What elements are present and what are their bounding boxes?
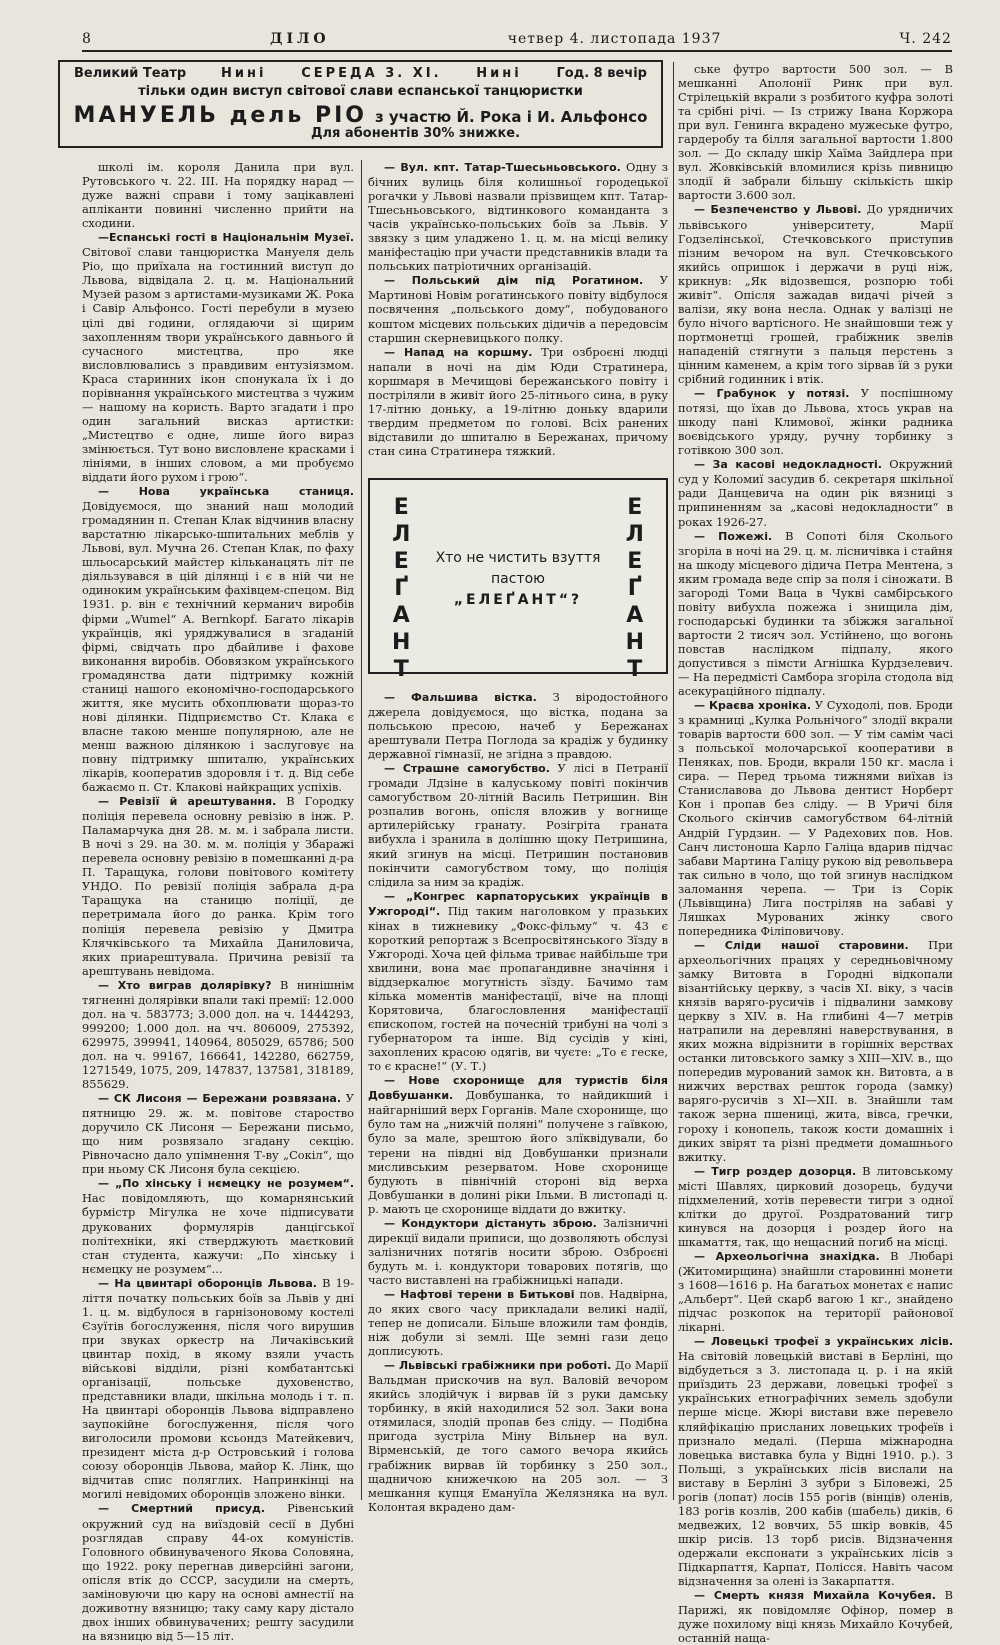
article-body: В литовському місті Шавлях, цирковий дозорець, будучи підхмелений, хотів перевести тигри з одної клітки до другої. Роздратований тигр кинувся на дозорця і роздер його на шкамаття, так, що нещасний погиб на місці. [678, 1163, 953, 1249]
vertical-letter: Т [393, 657, 409, 682]
today-label-right: Нині [476, 66, 522, 81]
article [368, 345, 668, 458]
vertical-letter: Е [627, 549, 643, 574]
article-body: У Суходолі, пов. Броди з крамниці „Кулка Рольнічого“ злодії вкрали товарів вартости 600 зол. — У тім самім часі з польської молочарської кооперативи в Пеняках, пов. Броди, вкрали 150 кг. масла і сира. — Перед трьома тижнями виїхав із Станиславова до Львова дентист Норберт Кон і пропав без сліду. — В Уричі біля Сколього скінчив самогубством 64-літній Андрій Гурдзин. — У Радехових пов. Нов. Санч листоноша Карло Галіца вдарив підчас забави Мартина Галіцу рукою від револьвера так сильно в чоло, що той згинув наслідком заломання черепа. — Три із Сорік (Львівщина) Лига постріляв на забаві у Ляшках Мурованих жінку свого попередника Філіповичову. [678, 698, 953, 938]
article-headline: — Вул. кпт. Татар-Тшесьньовського. [384, 161, 621, 174]
newspaper-title: ДІЛО [270, 31, 330, 47]
article-body: Довбушанка, то найдикший і найгарніший верх Горганів. Мале схоронище, що було там на „нижчій поляні“ получене з гаївкою, було за мале, зрештою його злїквідували, бо терени на півдні від Довбушанки признали мисливським резерватом. Нове схоронище будують в північній стороні від верха Довбушанки в долині ріки Ільми. В листопаді ц. р. мають це схоронище віддати до вжитку. [368, 1088, 668, 1216]
article-headline: — Краєва хроніка. [694, 699, 812, 713]
performance-day: СЕРЕДА 3. XI. [301, 66, 442, 81]
page-header [82, 28, 952, 52]
article [368, 889, 668, 1074]
article-body: В Парижі, як повідомляє Офінор, помер в дуже похилому віці князь Михайло Кочубей, останній наща- [678, 1588, 953, 1645]
article-headline: — Смерть князя Михайла Кочубея. [694, 1589, 936, 1603]
article [82, 230, 354, 484]
article [368, 690, 668, 761]
article [82, 1091, 354, 1176]
article [82, 1176, 354, 1275]
article [678, 938, 953, 1164]
article [678, 62, 953, 202]
elegant-line-1: Хто не чистить взуття [435, 550, 601, 566]
article [678, 457, 953, 528]
article-body: пов. Надвірна, до яких свого часу прикладали великі надії, тепер не дописали. Більше вложили там фондів, ніж добули зі землі. Ще земні гази децо доплисують. [368, 1286, 668, 1359]
theatre-ad-schedule [60, 66, 661, 81]
vertical-word-right [626, 494, 644, 683]
article-body: В Городку поліція перевела основну ревізію в інж. Р. Паламарчука дня 28. м. м. і забрала листи. В ночі з 29. на 30. м. м. поліція у Збаражі перевела основну ревізію в помешканні д-ра П. Таращука, голови повітового комітету УНДО. По ревізії поліція забрала д-ра Таращука на станицю поліції, де перетримала його до ранка. Крім того поліція перевела ревізію у Дмитра Клячківського та Михайла Даниловича, яких приарештувала. Причина ревізії та арештувань невідома. [82, 794, 354, 978]
article-body: Під таким наголовком у празьких кінах в тижневику „Фокс-фільму“ ч. 43 є короткий репортаж з Всепросвітянського Зїзду в Ужгороді. Хоча цей фільма триває найбільше три хвилини, вона має пропагандивне значіння і віддзеркалює могутність зїзду. Бачимо там кілька моментів маніфестації, віче на площі Корятовича, благословлення маніфестації єпископом, гостей на почесній трибуні на чолі з губернатором та інше. Від сусідів у кіні, захоплених красою одягів, ви чуєте: „То є геске, то є красне!“ (У. Т.) [368, 903, 668, 1074]
vertical-letter: А [626, 603, 644, 628]
article [82, 978, 354, 1091]
vertical-letter: Е [393, 495, 409, 520]
article-body: До Марії Вальдман прискочив на вул. Валовій вечором якийсь злодійчук і вирвав їй з руки дамську торбинку, в якій находилися 52 зол. Заки вона отямилася, злодій пропав без сліду. — Подібна пригода зустріла Міну Вільнер на вул. Вірменській, де того самого вечора якийсь грабіжник вирвав їй торбинку з 250 зол., щадничою книжечкою на 205 зол. — З мешкання купця Емануїла Желязняка на вул. Колонтая вкрадено дам- [368, 1358, 668, 1514]
article [678, 1164, 953, 1249]
vertical-word-left [392, 494, 410, 683]
article-body: У Мартинові Новім рогатинського повіту відбулося посвячення „польського дому“, побудованого коштом місцевих польських дідичів а передовсім старшин скерневицького полку. [368, 273, 668, 345]
performance-time: Год. 8 вечір [556, 66, 647, 81]
article-headline: — Польський дім під Рогатином. [384, 274, 644, 288]
column-2-top [368, 160, 668, 464]
article-headline: — Напад на коршму. [384, 345, 533, 359]
article-body: При археольогічних працях у середньовічному замку Витовта в Городні відкопали візантійську церкву, з часів XI. віку, з часів князів варяго-русичів і підвалини замкову церкву з XIV. в. На глибині 4—7 метрів натрапили на деревляні наверствування, в яких можна відрізнити в горішніх верствах останки литовського замку з XIII—XIV. в., що попередив мурований замок кн. Витовта, а в нижчих верствах решток города (замку) варяго-русичів з XI—XII. в. Знайшли там також зерна пшениці, жита, вівса, гречки, гороху і конопель, також кости домашніх і диких звірят та різні предмети домашнього вжитку. [678, 937, 953, 1164]
article-headline: — Тигр роздер дозорця. [694, 1164, 857, 1178]
article-headline: — Ревізії й арештування. [98, 795, 277, 809]
article [678, 202, 953, 386]
vertical-letter: Л [392, 522, 411, 547]
elegant-brand: „ЕЛЕҐАНТ“? [453, 592, 583, 608]
issue-number: Ч. 242 [899, 31, 952, 47]
article [678, 1334, 953, 1588]
subscriber-discount: Для абонентів 30% знижке. [310, 126, 521, 141]
vertical-letter: Н [625, 630, 644, 655]
page-number: 8 [82, 31, 92, 47]
article-body: школі ім. короля Данила при вул. Рутовського ч. 22. III. На порядку нарад — дуже важні справи і тому зацікавлені апліканти повинні численно прийти на сходини. [82, 160, 354, 231]
article-headline: — Безпеченство у Львові. [694, 203, 862, 217]
article-body: Нас повідомляють, що комарнянський бурмістр Мігулка не хоче підписувати друкованих формулярів данцігської політехніки, які стверджують маєтковий стан студента, кажучи: „По хінську і нємецку не розумем“... [82, 1191, 354, 1276]
article-body: У поспішному потязі, що їхав до Львова, хтось украв на шкоду пані Климової, жінки радника воєвідського уряду, ручну торбинку з готівкою 300 зол. [678, 386, 953, 458]
vertical-letter: Л [625, 522, 644, 547]
article-body: У лісі в Петранії громади Лдзіне в калуському повіті покінчив самогубством 20-літній Василь Петришин. Він розпалив вогонь, опісля вложив у вогнище артилерійську гранату. Розігріта граната вибухла і зранила в долішню щоку Петришина, який згинув на місці. Петришин постановив покінчити самогубством тому, що поліція слідила за ним за крадіж. [368, 761, 668, 889]
article-body: ське футро вартости 500 зол. — В мешканні Аполонії Ринк при вул. Стрілецькій вкрали з розбитого куфра золоті та срібні річі. — Із стрижу Івана Коржора при вул. Генинга вкрадено мужеське футро, гардеробу та білля загальної вартости 1.800 зол. — До складу шкір Хаїма Зайдлера при вул. Жовківській вломилися крізь пивницю злодії й забрали більшу скількість шкір вартости 3.600 зол. [678, 62, 953, 203]
venue-name: Великий Театр [74, 66, 187, 81]
article [82, 794, 354, 978]
article [678, 1588, 953, 1645]
article [368, 761, 668, 888]
article [678, 698, 953, 938]
column-2-bottom [368, 690, 668, 1514]
article-body: Окружний суд у Коломиї засудив б. секретаря шкільної ради Данцевича на один рік вязниці з припиненням за „касові недокладности“ в роках 1926-27. [678, 457, 953, 529]
vertical-letter: Н [392, 630, 411, 655]
issue-date: четвер 4. листопада 1937 [507, 31, 722, 47]
article-headline: — На цвинтарі оборонців Львова. [98, 1276, 317, 1290]
article-headline: — Ловецькі трофеї з українських лісів. [694, 1335, 953, 1349]
article-headline: — Смертний присуд. [98, 1502, 266, 1516]
article-body: Світової слави танцюристка Мануеля дель Ріо, що приїхала на гостинний виступ до Львова, відвідала 2. ц. м. Національний Музей разом з артистами-музиками Ж. Рока і Савір Альфонсо. Гості перебули в музею цілі дві години, оглядаючи зі щирим захопленням твори українського давнього й сучасного мистецтва, про яке висловлювались з правдивим ентузіязмом. Краса старинних ікон спонукала їх і до порівнання українського мистецтва з чужим — нашому на користь. Варто згадати і про один загальний висказ артистки: „Мистецтво є одне, лише його вираз змінюється. Тут воно висловлене красками і лініями, в інших словом, а ми пробуємо віддати його рухом і грою“. [82, 245, 354, 485]
article-body: В 19-ліття початку польських боїв за Львів у дні 1. ц. м. відбулося в гарнізоновому костелі Єзуїтів богослуження, після чого вирушив при звуках оркестр на Личаківський цвинтар похід, в якому взяли участь військові відділи, різні комбатантські організації, польське духовенство, представники влади, шкільна молодь і т. п. На цвинтарі оборонців Львова відправлено заупокійне богослуження, після чого виголосили промови ксьондз Матейкевич, президент міста д-р Островський і голова союзу оборонців Львова, майор К. Лінк, що відчитав спис поляглих. Напринкінці на могилі невідомих оборонців зложено вінки. [82, 1275, 354, 1502]
article [678, 1249, 953, 1334]
vertical-letter: Т [627, 657, 643, 682]
vertical-letter: Е [393, 549, 409, 574]
article-headline: — Археольогічна знахідка. [694, 1249, 880, 1263]
article-body: З віродостойного джерела довідуємося, що вістка, подана за польською пресою, начеб у Бережанах арештували Петра Поглода за крадіж у будинку державної гімназії, не згідна з правдою. [368, 690, 668, 762]
article [368, 160, 668, 273]
article-body: В Сопоті біля Сколього згоріла в ночі на 29. ц. м. лісничівка і стайня на шкоду місцевого дідича Петра Ментена, з яким громада веде спір за поля і сіножати. В загороді Томи Ваца в Чукві самбірського повіту вибухла пожежа і знищила дім, господарські будинки та збіжжя загальної вартости 2 тисяч зол. Устійнено, що вогонь повстав наслідком підпалу, якого допустився з пімсти Агнішка Курдзелевич. — На передмісті Самбора згоріла стодола від асекураційного підпалу. [678, 528, 953, 699]
partners-text: з участю Й. Рока і И. Альфонсо [374, 108, 648, 126]
today-label-left: Нині [221, 66, 267, 81]
article-headline: — „Конгрес карпаторуських українців в Ужгороді“. [368, 889, 668, 918]
article-headline: — Сліди нашої старовини. [694, 938, 909, 952]
column-3 [678, 62, 953, 1645]
article [678, 529, 953, 699]
elegant-polish-advertisement [368, 478, 668, 682]
article-headline: — „По хінську і нємецку не розумем“. [98, 1177, 354, 1191]
article [82, 160, 354, 230]
article-body: На світовій ловецькій виставі в Берліні, що відбудеться з 3. листопада ц. р. і на якій приїздить 23 держави, ловецькі трофеї з українських етнографічних земель здобули перше місце. Жюрі вистави вже перевело кляйфікацію присланих ловецьких трофеїв і признало медалі. (Перша міжнародна ловецька виставка була у Відні 1910. р.). З Польщі, з українських лісів вислали на виставу в Берліні 3 зубри з Біловежі, 25 рогів (лопат) лосів 155 рогів (вінців) оленів, 183 рогів козлів, 200 кабів (шабель) диків, 6 медвежих, 12 вовчих, 55 шкір вовків, 45 шкір рисів. 13 торб рисів. Відзначення одержали експонати з українських лісів з Підкарпаття, Карпат, Полісся. Навіть часом відзначення за олені із Закарпаття. [678, 1349, 953, 1589]
article [82, 1276, 354, 1502]
headliner-name: МАНУЕЛЬ дель РІО [73, 103, 367, 128]
article-headline: — За касові недокладності. [694, 458, 882, 472]
article-headline: — Нове схоронище для туристів біля Довбушанки. [368, 1074, 668, 1103]
article-body: В Любарі (Житомирщина) знайшли старовинні монети з 1608—1616 р. На багатьох монетах є напис „Альберт“. Цей скарб вагою 1 кг., знайдено підчас розкопок на території районової лікарні. [678, 1248, 953, 1335]
vertical-letter: Е [627, 495, 643, 520]
article-headline: — Страшне самогубство. [384, 762, 550, 776]
article-headline: — Пожежі. [694, 529, 773, 543]
elegant-line-2: пастою [491, 571, 545, 587]
article-body: Одну з бічних вулиць біля колишньої городецької рогачки у Львові назвали прізвищем кпт. Татар-Тшесьньовського, відтинкового команданта з часів українсько-польських боїв за Львів. У звязку з цим уладжено 1. ц. м. на місці велику маніфестацію при участи представників влади та польських патріотичних організацій. [368, 160, 668, 274]
article [82, 1501, 354, 1642]
vertical-letter: А [392, 603, 410, 628]
article-headline: — Нафтові терени в Битькові [384, 1287, 575, 1301]
article-headline: — Фальшива вістка. [384, 691, 537, 704]
article-body: Залізничні дирекції видали приписи, що дозволяють обслузі залізничних потягів носити зброю. Озброєні будуть м. і. кондуктори товарових потягів, що часто виставлені на грабіжницькі напади. [368, 1215, 668, 1287]
article-headline: — Львівські грабіжники при роботі. [384, 1359, 612, 1373]
article-body: До урядничих львівського університету, Марії Годзелінської, Стечковського приступив пізним вечором на вул. Стечковського якийсь опришок і держачи в руці ніж, крикнув: „Як відозвешся, розпорю тобі живіт“. Опісля зажадав видачі річей з валізи, яку вона несла. Однак у валізці не було нічого вартісного. Не знайшовши теж у портмонетці грошей, грабіжник звелів нападеній стягнути з пальця перстень з цінним каменем, а крім того зірвав їй з руки срібний годинник і втік. [678, 202, 953, 387]
article [678, 386, 953, 457]
article-headline: — Грабунок у потязі. [694, 387, 850, 401]
column-divider [673, 62, 674, 1500]
article-headline: — Хто виграв долярівку? [98, 978, 272, 992]
vertical-letter: Ґ [394, 576, 409, 601]
article-headline: — СК Лисоня — Бережани розвязана. [98, 1092, 342, 1106]
article [368, 1358, 668, 1514]
article [82, 484, 354, 794]
article-body: В нинішнім тягненні долярівки впали такі премії: 12.000 дол. на ч. 583773; 3.000 дол. на ч. 1444293, 999200; 1.000 дол. на чч. 806009, 275392, 629975, 399941, 140964, 805029, 65786; 500 дол. на ч. 99167, 166641, 142280, 662759, 1271549, 1075, 209, 147837, 137581, 318189, 855629. [82, 977, 355, 1092]
vertical-letter: Ґ [627, 576, 642, 601]
article-headline: — Кондуктори дістануть зброю. [384, 1216, 597, 1230]
article [368, 1073, 668, 1215]
elegant-ad-question [430, 548, 606, 611]
column-1 [82, 160, 355, 1643]
article [368, 273, 668, 344]
theatre-ad-tagline: тільки один виступ світової слави еспанської танцюристки [138, 84, 583, 99]
article-body: Довідуємося, що знаний наш молодий громадянин п. Степан Клак відчинив власну варстатню лікарсько-шпитальних меблів у Львові, вул. Мучна 26. Степан Клак, по фаху шльосарський майстер кільканацять літ пе діяльзувався в цій ділянці і є в ній чи не одиноким українським фахівцем-спецом. Від 1931. р. він є технічний керманич виробів фірми „Wumel“ A. Bernkopf. Багато лікарів українців, які уряджувалися в згаданій фірмі, свідчать про дбайливе і фахове виконання виробів. Обовязком українського громадянства дати підтримку кожній станиці нашого економічно-господарського життя, яке мусить обхоплювати щораз-то нові ділянки. Підприємство Ст. Клака є власне такою менше популярною, але не менш важною ділянкою і заслуговує на повну підтримку шпиталю, українських лікарів, кооператив здоровля і т. д. Від себе бажаємо п. Ст. Клакові найкращих успіхів. [82, 499, 354, 795]
article [368, 1287, 668, 1358]
article-headline: —Еспанські гості в Національнім Музеї. [98, 231, 354, 245]
article-body: Рівенський окружний суд на виїздовій сесії в Дубні розглядав справу 44-ох комуністів. Головного обвинуваченого Якова Соловяна, що 1922. року перегнав диверсійні загони, опісля втік до СССР, засудили на смерть, заміновуючи цю кару на основі амнестії на доживотну вязницю; таку саму кару дістало двох інших обвинувачених; решту засудили на вязницю від 5—15 літ. [82, 1501, 355, 1643]
article-headline: — Нова українська станиця. [98, 485, 354, 499]
article [368, 1216, 668, 1287]
article-body: У пятницю 29. ж. м. повітове староство доручило СК Лисоня — Бережани письмо, що ним розвязало згадану секцію. Рівночасно дало упімнення Т-ву „Сокіл“, що при ньому СК Лисоня була секцією. [82, 1091, 355, 1177]
column-divider [361, 160, 362, 1500]
theatre-advertisement [58, 60, 663, 148]
theatre-ad-billing [60, 103, 661, 128]
article-body: Три озброєні людці напали в ночі на дім Юди Стратинера, коршмаря в Мечищові бережанського повіту і постріляли в живіт його 25-літнього сина, в руку 17-літню доньку, а 19-літню доньку вдарили твердим предметом по голові. Всіх ранених відставили до шпиталю в Бережанах, причому стан сина Стратинера тяжкий. [368, 344, 669, 458]
